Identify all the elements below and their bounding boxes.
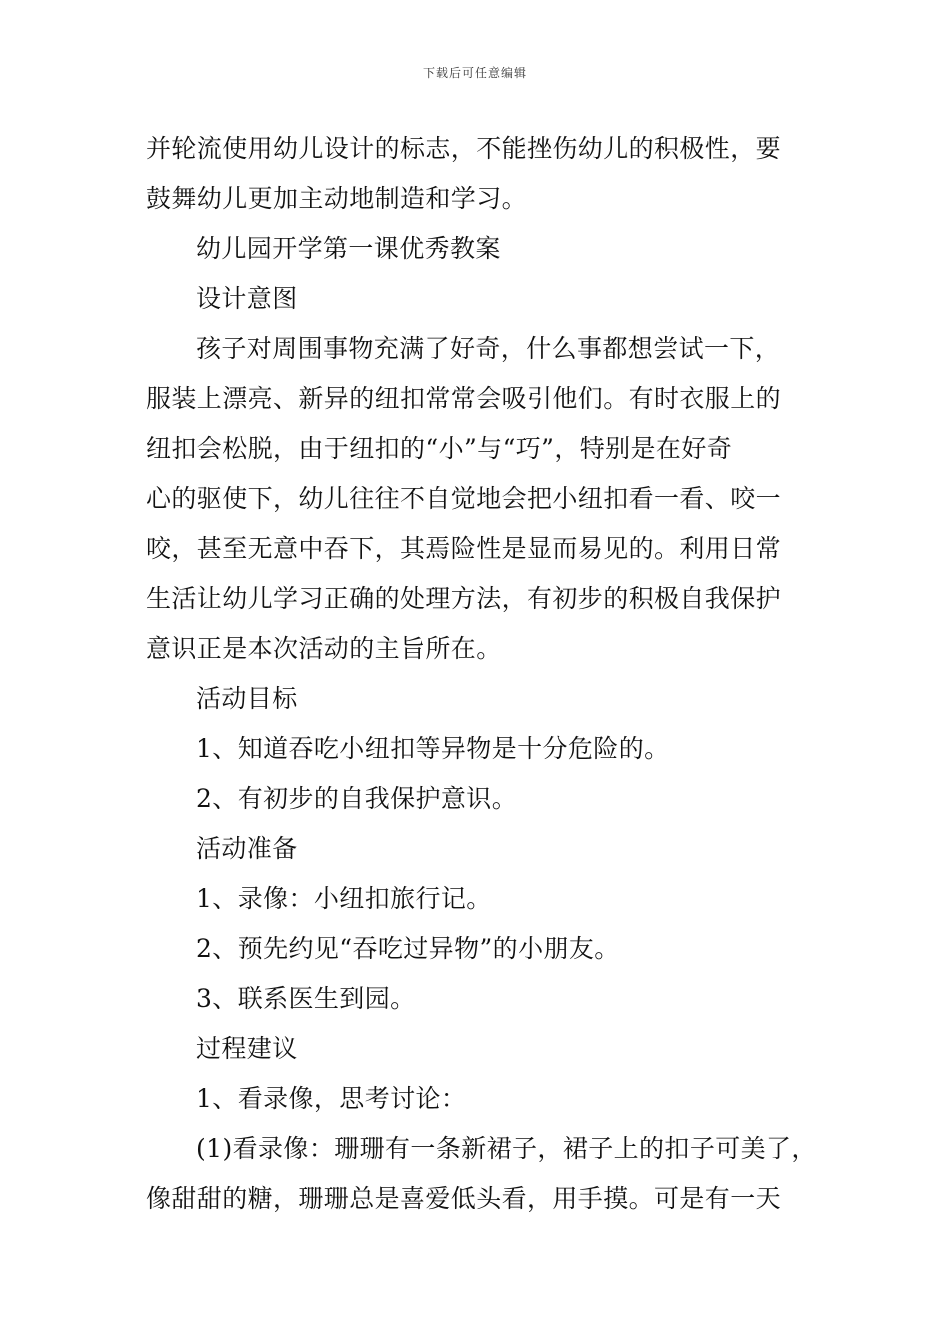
text-line: 纽扣会松脱，由于纽扣的“小”与“巧”，特别是在好奇 [146, 434, 733, 463]
text-line: 心的驱使下，幼儿往往不自觉地会把小纽扣看一看、咬一 [146, 484, 782, 513]
text-line: 意识正是本次活动的主旨所在。 [146, 634, 502, 663]
text-line: 鼓舞幼儿更加主动地制造和学习。 [146, 184, 528, 213]
section-heading: 过程建议 [196, 1034, 298, 1063]
text-line: (1)看录像：珊珊有一条新裙子，裙子上的扣子可美了， [196, 1134, 817, 1163]
section-heading: 设计意图 [196, 284, 298, 313]
section-heading: 活动准备 [196, 834, 298, 863]
section-heading: 活动目标 [196, 684, 298, 713]
section-title: 幼儿园开学第一课优秀教案 [196, 234, 501, 263]
list-item: 2、预先约见“吞吃过异物”的小朋友。 [196, 934, 620, 963]
text-line: 像甜甜的糖，珊珊总是喜爱低头看，用手摸。可是有一天 [146, 1184, 782, 1213]
text-line: 孩子对周围事物充满了好奇，什么事都想尝试一下， [196, 334, 781, 363]
document-body [146, 124, 817, 1224]
text-line: 并轮流使用幼儿设计的标志，不能挫伤幼儿的积极性，要 [146, 134, 782, 163]
list-item: 1、看录像，思考讨论： [196, 1084, 467, 1113]
list-item: 3、联系医生到园。 [196, 984, 416, 1013]
list-item: 1、知道吞吃小纽扣等异物是十分危险的。 [196, 734, 670, 763]
list-item: 2、有初步的自我保护意识。 [196, 784, 518, 813]
text-line: 咬，甚至无意中吞下，其焉险性是显而易见的。利用日常 [146, 534, 782, 563]
text-line: 生活让幼儿学习正确的处理方法，有初步的积极自我保护 [146, 584, 782, 613]
list-item: 1、录像：小纽扣旅行记。 [196, 884, 492, 913]
page-header: 下载后可任意编辑 [422, 66, 527, 80]
text-line: 服装上漂亮、新异的纽扣常常会吸引他们。有时衣服上的 [146, 384, 782, 413]
